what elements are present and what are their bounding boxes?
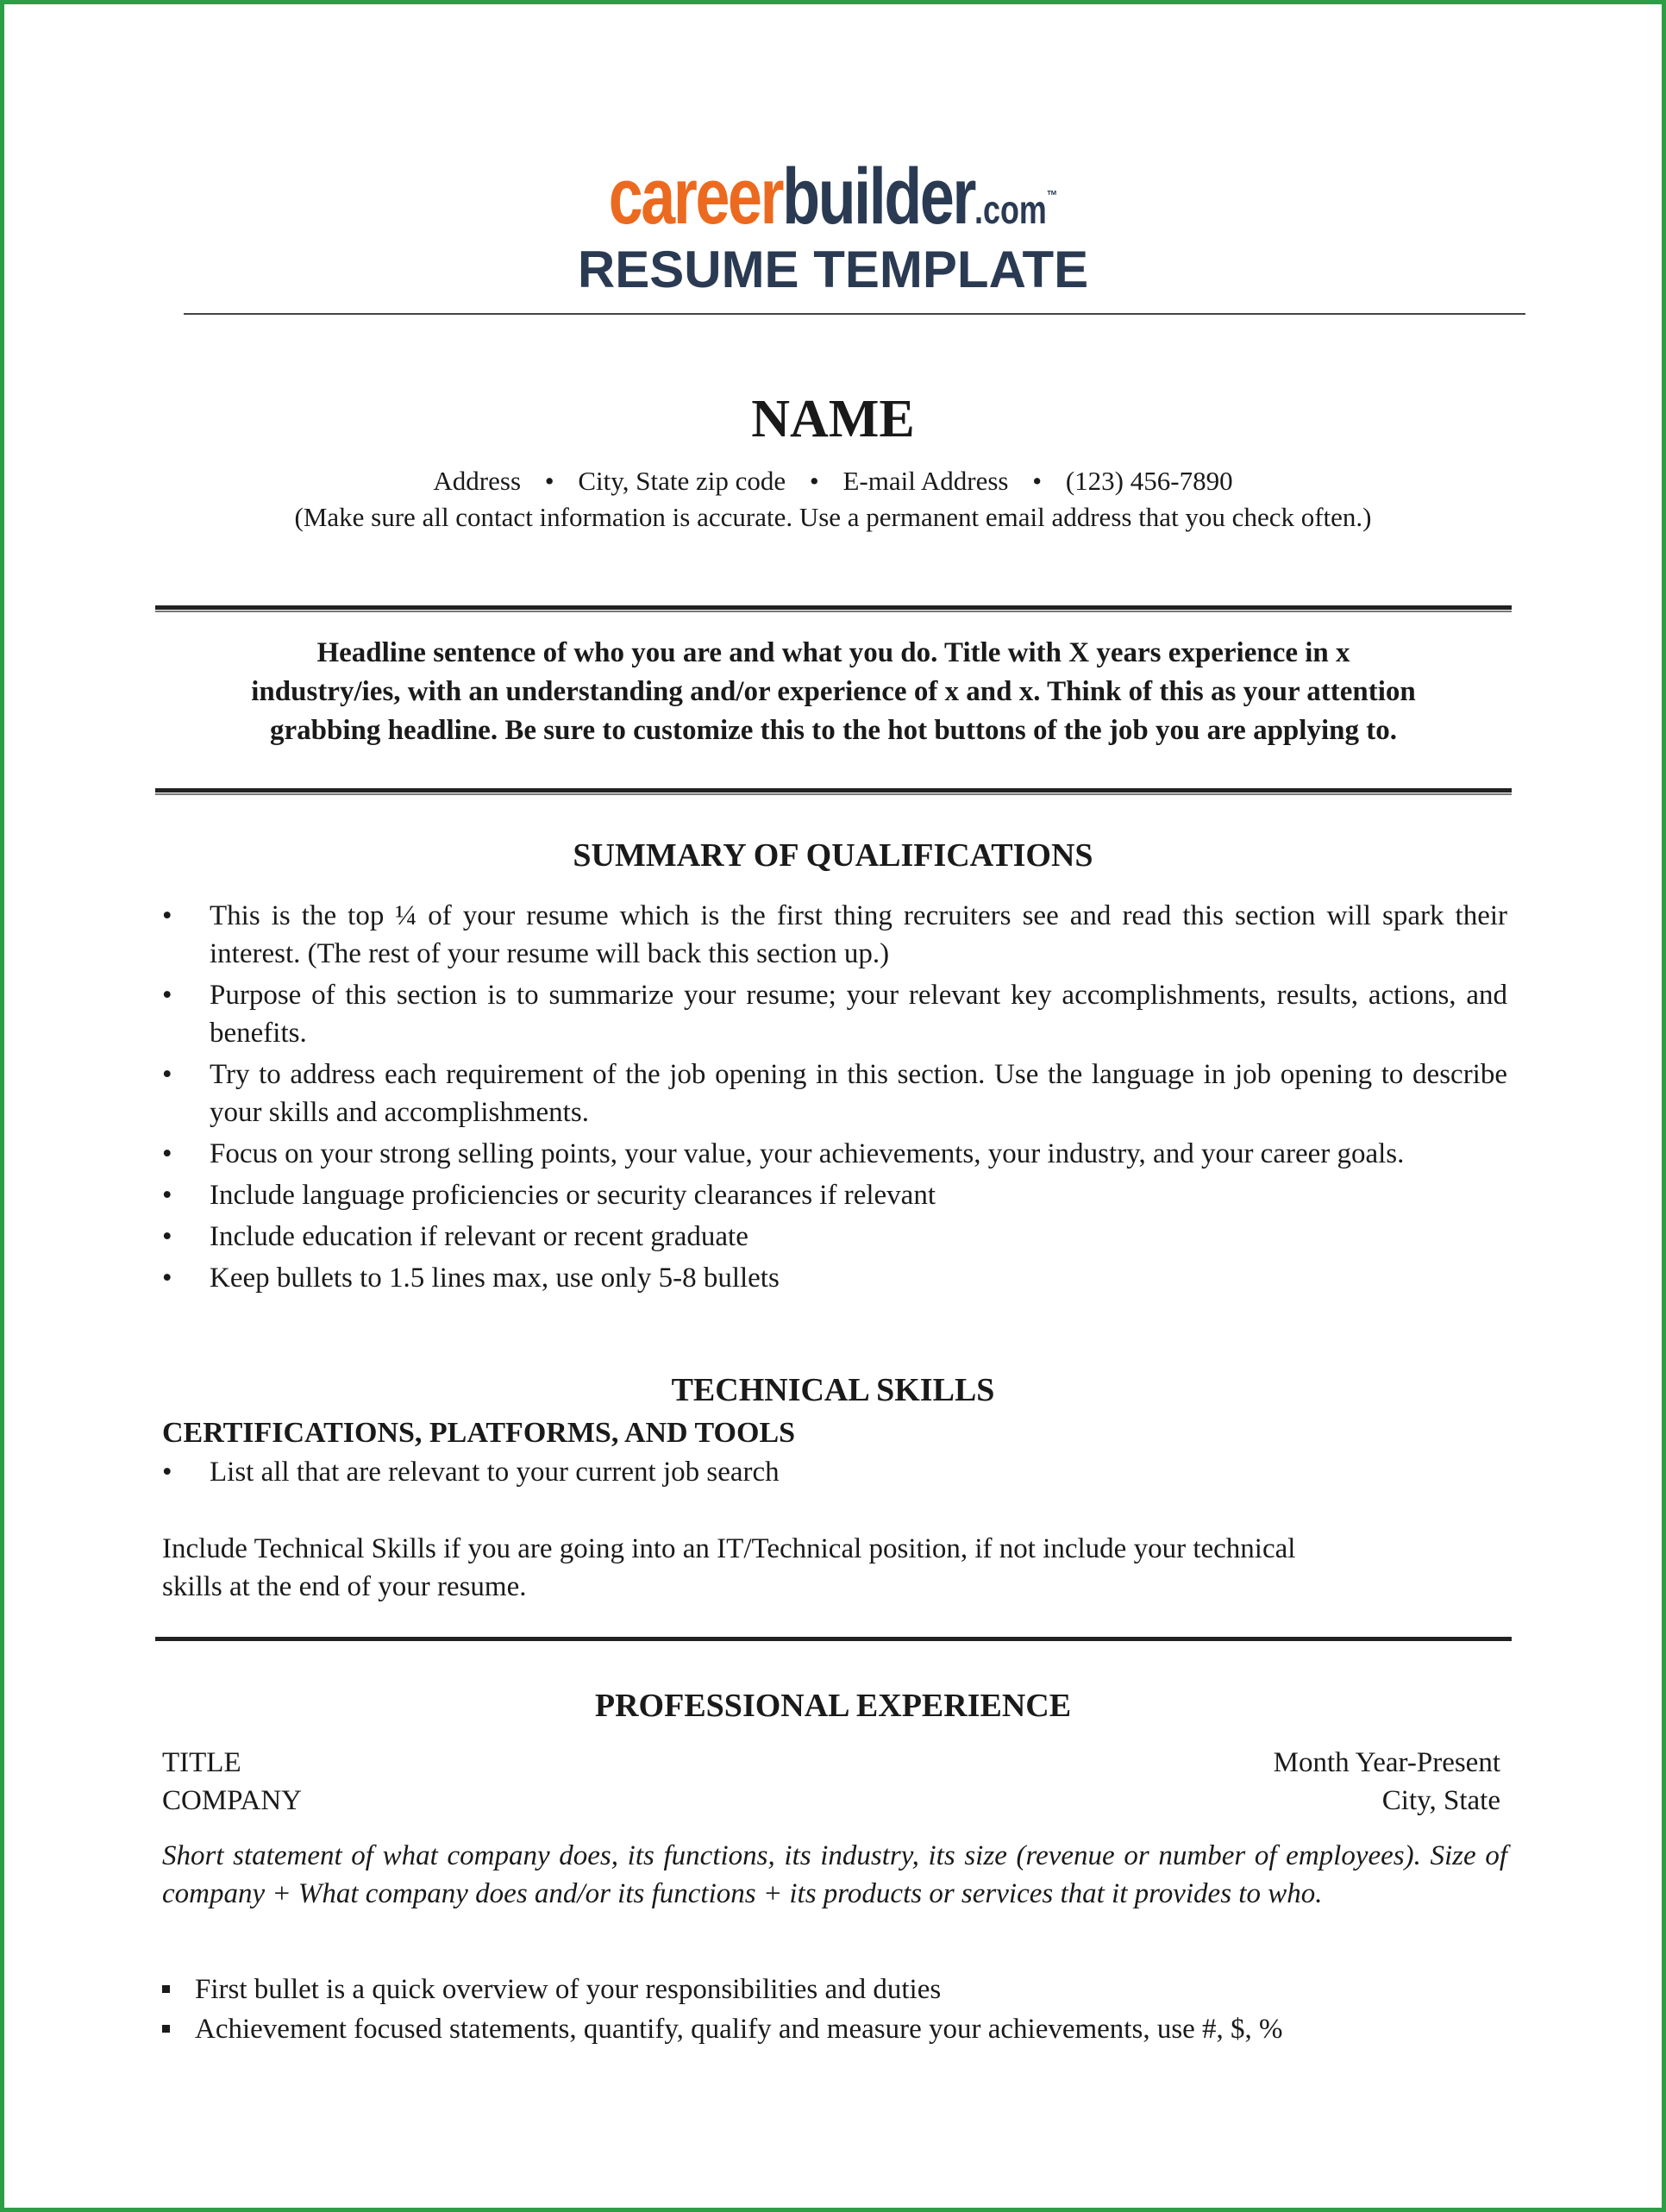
- company-row: [162, 1782, 1500, 1820]
- bullet-dot: •: [162, 980, 172, 1011]
- job-title-row: [162, 1744, 1500, 1782]
- summary-item: • Keep bullets to 1.5 lines max, use only 5-8 bullets: [162, 1259, 1507, 1297]
- technical-item: • List all that are relevant to your current job search: [162, 1453, 1507, 1491]
- headline-bottom-rule: [155, 788, 1512, 795]
- summary-item: • Include language proficiencies or security clearances if relevant: [162, 1176, 1507, 1214]
- technical-title: TECHNICAL SKILLS: [671, 1372, 995, 1408]
- summary-item: • This is the top ¼ of your resume which is the first thing recruiters see and read this section will spark their interest. (The rest of your resume will back this section up.): [162, 897, 1507, 973]
- header-divider: [184, 313, 1525, 315]
- bullet-dot: •: [162, 900, 172, 931]
- square-bullet: [162, 2025, 170, 2033]
- experience-item: First bullet is a quick overview of your responsibilities and duties: [162, 1971, 1507, 2008]
- summary-item: • Try to address each requirement of the job opening in this section. Use the language in job opening to describe your skills and accomplishments.: [162, 1056, 1507, 1131]
- bullet-dot: •: [162, 1457, 172, 1488]
- company-location: City, State: [1381, 1785, 1500, 1816]
- summary-title: SUMMARY OF QUALIFICATIONS: [573, 837, 1093, 874]
- experience-list: [162, 1971, 1507, 2050]
- experience-top-rule: [155, 1637, 1512, 1641]
- contact-email: E-mail Address: [842, 466, 1009, 496]
- bullet-dot: •: [162, 1263, 172, 1294]
- contact-address: Address: [433, 466, 522, 496]
- headline-line: grabbing headline. Be sure to customize this to the hot buttons of the job you are applying to.: [270, 715, 1397, 746]
- contact-separator: •: [544, 466, 554, 496]
- logo-career: career: [608, 153, 783, 241]
- document-title: RESUME TEMPLATE: [577, 241, 1089, 298]
- logo-builder: builder: [782, 153, 975, 241]
- contact-city: City, State zip code: [578, 466, 786, 496]
- company-description: Short statement of what company does, its functions, its industry, its size (revenue or number of employees). Size of company + What company does and/or its functions + its products or services that it provides to who.: [162, 1840, 1507, 1909]
- headline-top-rule: [155, 605, 1512, 612]
- technical-list: [162, 1453, 1507, 1495]
- technical-subtitle: CERTIFICATIONS, PLATFORMS, AND TOOLS: [162, 1417, 796, 1449]
- bullet-dot: •: [162, 1221, 172, 1252]
- technical-note-line: skills at the end of your resume.: [162, 1571, 527, 1602]
- technical-note: [162, 1530, 1507, 1606]
- summary-list: [162, 897, 1507, 1300]
- bullet-dot: •: [162, 1180, 172, 1211]
- square-bullet: [162, 1985, 170, 1993]
- logo-dotcom: .com: [974, 187, 1047, 232]
- summary-item: • Purpose of this section is to summarize your resume; your relevant key accomplishments, results, actions, and benefits.: [162, 976, 1507, 1052]
- bullet-dot: •: [162, 1138, 172, 1169]
- contact-line: [0, 464, 1666, 498]
- headline-block: [155, 634, 1512, 750]
- resume-name: NAME: [751, 390, 915, 448]
- technical-note-line: Include Technical Skills if you are going into an IT/Technical position, if not include your technical: [162, 1533, 1296, 1564]
- experience-title: PROFESSIONAL EXPERIENCE: [594, 1688, 1072, 1724]
- company-name: COMPANY: [162, 1785, 303, 1816]
- summary-item: • Focus on your strong selling points, your value, your achievements, your industry, and your career goals.: [162, 1135, 1507, 1173]
- contact-separator: •: [809, 466, 819, 496]
- job-title: TITLE: [162, 1747, 241, 1778]
- job-dates: Month Year-Present: [1273, 1747, 1500, 1778]
- logo-trademark: ™: [1046, 189, 1058, 204]
- contact-separator: •: [1032, 466, 1043, 496]
- experience-item: Achievement focused statements, quantify, qualify and measure your achievements, use #, $, %: [162, 2010, 1507, 2048]
- headline-line: Headline sentence of who you are and what you do. Title with X years experience in x: [316, 637, 1350, 668]
- summary-item: • Include education if relevant or recent graduate: [162, 1218, 1507, 1256]
- contact-note: (Make sure all contact information is accurate. Use a permanent email address that you check often.): [294, 502, 1372, 532]
- bullet-dot: •: [162, 1059, 172, 1090]
- contact-phone: (123) 456-7890: [1065, 466, 1233, 496]
- headline-line: industry/ies, with an understanding and/or experience of x and x. Think of this as your attention: [251, 676, 1416, 707]
- careerbuilder-logo: [184, 154, 1483, 253]
